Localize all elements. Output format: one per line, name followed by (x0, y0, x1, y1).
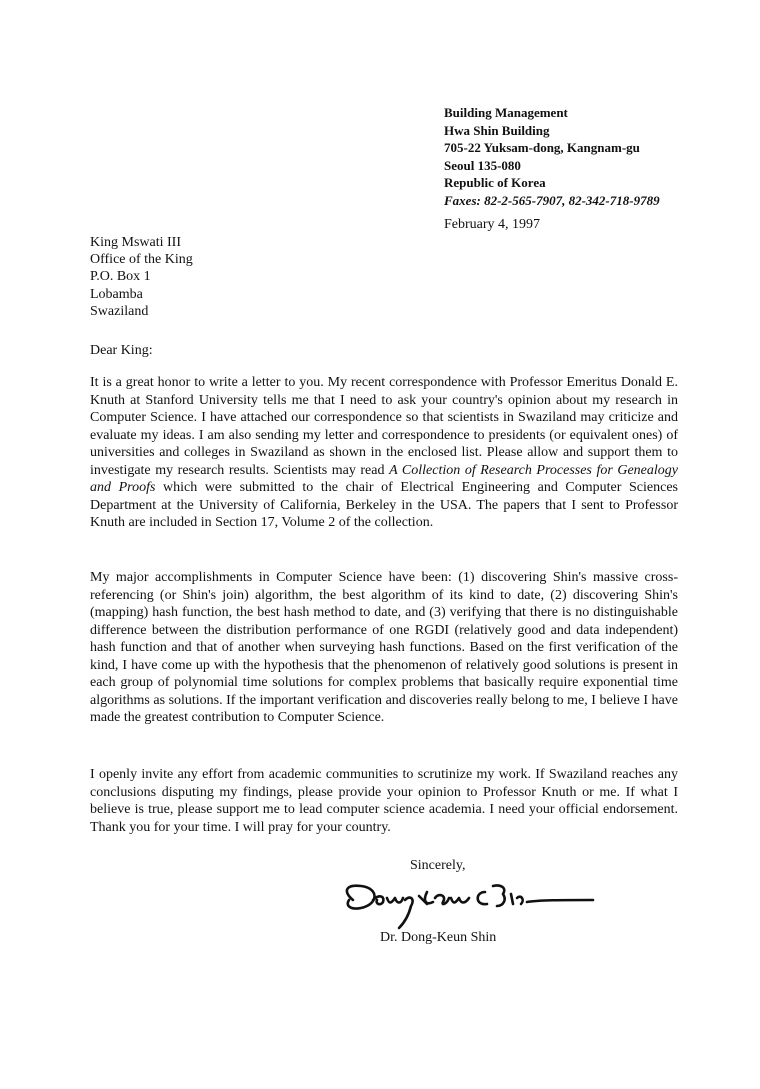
sender-line: Building Management (444, 105, 568, 120)
sender-faxes (444, 192, 744, 210)
signer-name: Dr. Dong-Keun Shin (380, 930, 497, 945)
faxes-numbers: 82-2-565-7907, 82-342-718-9789 (484, 192, 660, 208)
collection-title: A Collection of Research Processes for Genealogy and Proofs (90, 462, 678, 495)
recipient-line: King Mswati III (90, 235, 181, 250)
recipient-line: Office of the King (90, 252, 193, 268)
handwritten-signature (335, 870, 605, 932)
body-paragraph-3: I openly invite any effort from academic communities to scrutinize my work. If Swaziland reaches any conclusions disputing my findings, please provide your opinion to Professor Knuth or me. If what I believe is true, please support me to lead computer science academia. I need your official endorsement. Thank you for your time. I will pray for your country. (90, 767, 678, 835)
body-paragraph-1 (90, 374, 678, 532)
letter-date: February 4, 1997 (444, 217, 541, 232)
paragraph-text: It is a great honor to write a letter to you. My recent correspondence with Professor Emeritus Donald E. Knuth at Stanford University tells me that I need to ask your country's opinion about my research in Computer Science. I have attached our correspondence so that scientists in Swaziland may criticize and evaluate my ideas. I am also sending my letter and correspondence to presidents (or equivalent ones) of universities and colleges in Swaziland as shown in the enclosed list. Please allow and support them to investigate my research results. Scientists may read (90, 375, 678, 478)
faxes-label: Faxes: (444, 192, 481, 208)
sender-address-block (444, 104, 744, 209)
salutation: Dear King: (90, 343, 153, 358)
sender-line: Seoul 135-080 (444, 157, 521, 173)
recipient-line: Swaziland (90, 303, 149, 319)
sender-line: 705-22 Yuksam-dong, Kangnam-gu (444, 140, 640, 155)
recipient-address-block (90, 234, 193, 320)
paragraph-text: which were submitted to the chair of Electrical Engineering and Computer Sciences Department at the University of California, Berkeley in the USA. The papers that I sent to Professor Knuth are included in Section 17, Volume 2 of the collection. (90, 480, 678, 530)
recipient-line: P.O. Box 1 (90, 269, 151, 285)
body-paragraph-2: My major accomplishments in Computer Science have been: (1) discovering Shin's massive cross-referencing (or Shin's join) algorithm, the best algorithm of its kind to date, (2) discovering Shin's (mapping) hash function, the best hash method to date, and (3) verifying that there is no distinguishable difference between the distribution performance of one RGDI (relatively good and data independent) hash function and that of another when surveying hash functions. Based on the first verification of the kind, I have come up with the hypothesis that the phenomenon of relatively good solutions is present in each group of polynomial time solutions for complex problems that basically require exponential time algorithms as solutions. If the important verification and discoveries really belong to me, I believe I have made the greatest contribution to Computer Science. (90, 570, 678, 725)
sender-line: Hwa Shin Building (444, 122, 550, 138)
closing: Sincerely, (410, 858, 466, 873)
sender-line: Republic of Korea (444, 175, 546, 190)
recipient-line: Lobamba (90, 286, 143, 302)
